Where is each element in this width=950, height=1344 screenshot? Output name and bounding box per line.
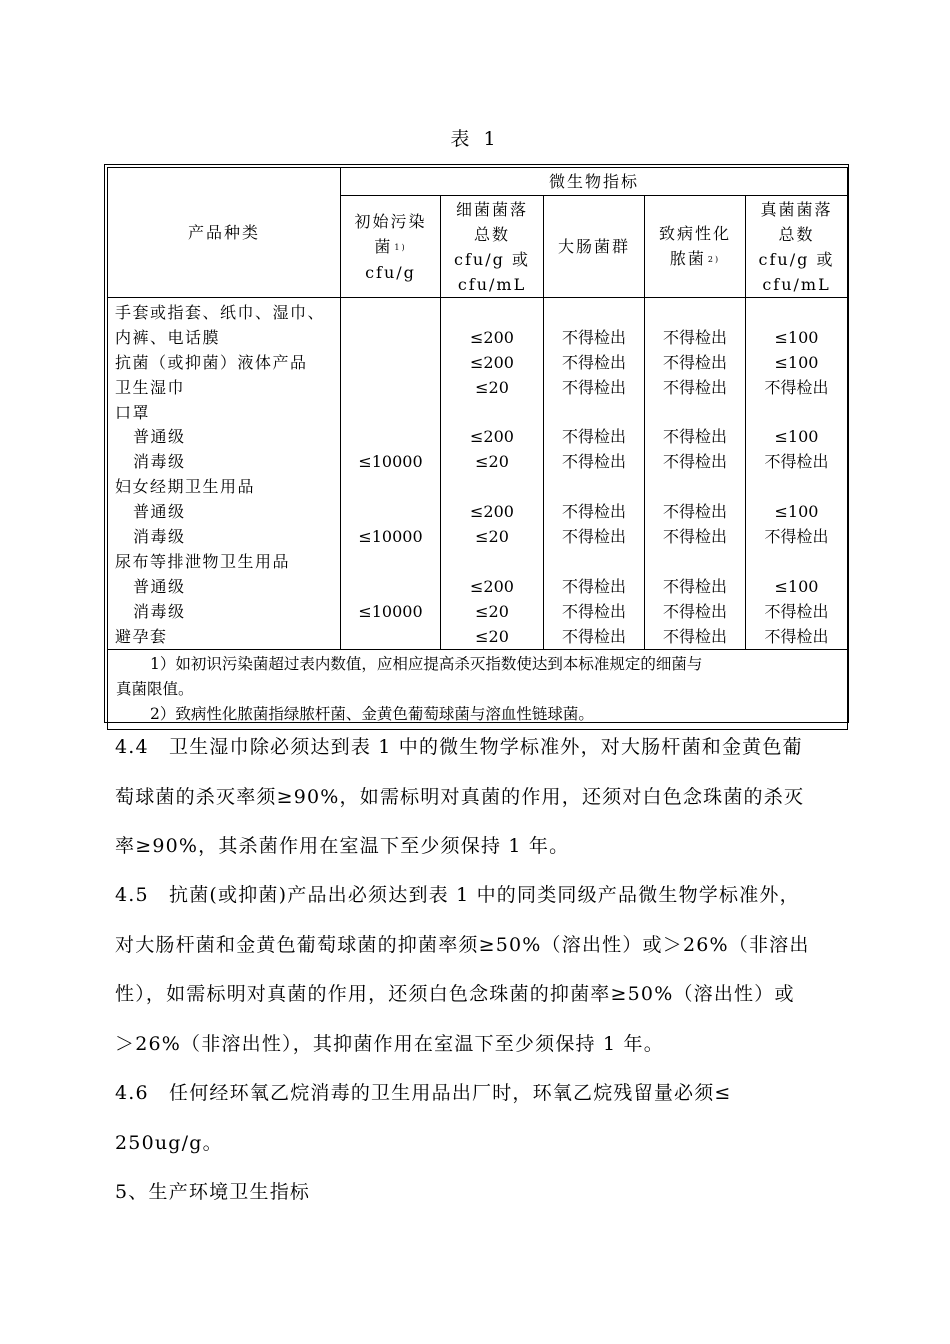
text-line: 4.6 任何经环氧乙烷消毒的卫生用品出厂时，环氧乙烷残留量必须≤ <box>115 1082 732 1104</box>
header-initial-contamination <box>341 196 441 298</box>
cell-value: 不得检出 <box>662 327 727 347</box>
paragraph-4-4 <box>115 723 857 872</box>
product-name: 手套或指套、纸巾、湿巾、 <box>115 303 326 322</box>
cell-value <box>746 475 847 500</box>
cell-value: 不得检出 <box>662 626 727 646</box>
cell-value: 不得检出 <box>561 327 626 347</box>
cell-value <box>341 475 440 500</box>
paragraph-4-6 <box>115 1069 857 1168</box>
cell-value <box>341 550 440 575</box>
initial-contamination-column <box>341 298 441 650</box>
product-name: 内裤、电话膜 <box>115 327 221 347</box>
cell-value <box>341 500 440 525</box>
cell-value <box>746 401 847 426</box>
header-line: cfu/mL <box>762 274 831 294</box>
table-body-row <box>108 298 848 650</box>
header-line: cfu/g 或 <box>454 249 530 269</box>
cell-value <box>645 401 745 426</box>
text-line: 250ug/g。 <box>115 1131 223 1154</box>
cell-value: ≤100 <box>774 352 819 372</box>
cell-value <box>544 401 644 426</box>
text-line: 率≥90%，其杀菌作用在室温下至少须保持 1 年。 <box>115 835 570 857</box>
microbial-index-table <box>107 167 848 730</box>
cell-value <box>544 301 644 326</box>
cell-value: 不得检出 <box>764 377 829 397</box>
cell-value: 不得检出 <box>764 452 829 472</box>
table-notes <box>108 650 848 730</box>
header-line: cfu/g 或 <box>758 249 835 269</box>
cell-value <box>746 550 847 575</box>
cell-value: 不得检出 <box>662 527 727 547</box>
header-bacteria-count <box>441 196 544 298</box>
note-1-continued: 真菌限值。 <box>116 680 194 699</box>
cell-value <box>544 550 644 575</box>
text-line: 萄球菌的杀灭率须≥90%，如需标明对真菌的作用，还须对白色念珠菌的杀灭 <box>115 785 805 808</box>
bacteria-count-column <box>441 298 544 650</box>
cell-value: 不得检出 <box>561 352 626 372</box>
fungi-count-column <box>746 298 848 650</box>
product-names-column <box>108 298 341 650</box>
product-name: 消毒级 <box>133 452 186 472</box>
header-line: 总数 <box>778 224 815 244</box>
footnote-marker: 2) <box>707 255 721 264</box>
cell-value: ≤200 <box>470 427 514 447</box>
cell-value <box>341 575 440 600</box>
text-line: 4.4 卫生湿巾除必须达到表 1 中的微生物学标准外，对大肠杆菌和金黄色葡 <box>115 736 803 758</box>
header-line: 细菌菌落 <box>455 199 528 219</box>
cell-value <box>341 376 440 401</box>
text-line: 性），如需标明对真菌的作用，还须白色念珠菌的抑菌率≥50%（溶出性）或 <box>115 983 795 1005</box>
cell-value <box>341 351 440 376</box>
cell-value: ≤100 <box>774 427 819 447</box>
footnote-marker: 1) <box>394 242 407 252</box>
cell-value: ≤20 <box>475 601 509 621</box>
cell-value: 不得检出 <box>662 352 727 372</box>
cell-value: ≤200 <box>470 327 514 347</box>
header-coliform <box>544 196 645 298</box>
cell-value: ≤200 <box>470 576 514 596</box>
cell-value: 不得检出 <box>662 502 727 522</box>
cell-value: ≤200 <box>470 502 514 522</box>
text-line: 对大肠杆菌和金黄色葡萄球菌的抑菌率须≥50%（溶出性）或＞26%（非溶出 <box>115 933 810 956</box>
header-line: 脓菌 $^{2)}$ <box>669 249 721 268</box>
text-line: 5、生产环境卫生指标 <box>115 1181 311 1203</box>
section-5-heading <box>115 1168 857 1218</box>
product-name: 妇女经期卫生用品 <box>115 477 256 497</box>
product-name: 抗菌（或抑菌）液体产品 <box>115 352 308 372</box>
cell-value <box>441 401 543 426</box>
cell-value <box>341 401 440 426</box>
header-line: cfu/mL <box>457 274 527 294</box>
pathogenic-bacteria-column <box>645 298 746 650</box>
cell-value: ≤10000 <box>358 527 423 547</box>
cell-value: 不得检出 <box>561 502 626 522</box>
header-line: 大肠菌群 <box>557 237 630 256</box>
table-caption: 表 1 <box>450 128 500 150</box>
cell-value: ≤20 <box>475 527 509 547</box>
cell-value: 不得检出 <box>662 452 727 472</box>
cell-value: 不得检出 <box>764 527 829 547</box>
cell-value: ≤10000 <box>358 601 423 621</box>
header-pathogenic-bacteria <box>645 196 746 298</box>
product-name: 卫生湿巾 <box>115 377 186 397</box>
cell-value: 不得检出 <box>561 377 626 397</box>
text-line: 4.5 抗菌(或抑菌)产品出必须达到表 1 中的同类同级产品微生物学标准外， <box>115 884 800 906</box>
cell-value <box>645 475 745 500</box>
product-name: 避孕套 <box>115 626 168 646</box>
cell-value: 不得检出 <box>662 576 727 596</box>
header-line: 致病性化 <box>658 224 731 243</box>
header-product-type: 产品种类 <box>108 168 341 298</box>
cell-value: ≤20 <box>475 452 509 472</box>
product-name: 普通级 <box>133 502 186 522</box>
product-name: 普通级 <box>133 427 186 447</box>
product-name: 口罩 <box>115 402 151 422</box>
cell-value <box>746 301 847 326</box>
cell-value: 不得检出 <box>561 527 626 547</box>
cell-value <box>441 475 543 500</box>
note-1: 1）如初识污染菌超过表内数值，应相应提高杀灭指数使达到本标准规定的细菌与 <box>150 655 703 674</box>
cell-value <box>645 550 745 575</box>
cell-value: 不得检出 <box>662 377 727 397</box>
cell-value: 不得检出 <box>561 601 626 621</box>
header-line: 总数 <box>473 224 510 244</box>
cell-value: 不得检出 <box>662 427 727 447</box>
cell-value: ≤100 <box>774 327 819 347</box>
cell-value: ≤20 <box>475 626 509 646</box>
product-name: 消毒级 <box>133 527 186 547</box>
header-microbial-index: 微生物指标 <box>341 168 848 196</box>
product-name: 尿布等排泄物卫生用品 <box>115 551 291 571</box>
cell-value: 不得检出 <box>764 601 829 621</box>
cell-value: 不得检出 <box>561 427 626 447</box>
cell-value: ≤100 <box>774 502 819 522</box>
coliform-column <box>544 298 645 650</box>
product-name: 消毒级 <box>133 601 186 621</box>
cell-value: 不得检出 <box>662 601 727 621</box>
note-2: 2）致病性化脓菌指绿脓杆菌、金黄色葡萄球菌与溶血性链球菌。 <box>150 705 594 724</box>
cell-value <box>341 625 440 650</box>
header-line: 初始污染 <box>354 211 427 231</box>
cell-value: ≤20 <box>475 377 509 397</box>
cell-value <box>341 425 440 450</box>
cell-value <box>645 301 745 326</box>
cell-value: 不得检出 <box>561 626 626 646</box>
header-line: 菌 $^{1)}$ <box>374 236 407 256</box>
paragraph-4-5 <box>115 871 857 1069</box>
cell-value: ≤10000 <box>358 452 423 472</box>
cell-value: 不得检出 <box>764 626 829 646</box>
cell-value <box>441 301 543 326</box>
cell-value <box>544 475 644 500</box>
header-fungi-count <box>746 196 848 298</box>
header-line: 真菌菌落 <box>760 199 833 219</box>
product-name: 普通级 <box>133 576 186 596</box>
cell-value: 不得检出 <box>561 576 626 596</box>
text-line: ＞26%（非溶出性），其抑菌作用在室温下至少须保持 1 年。 <box>115 1032 664 1055</box>
cell-value: 不得检出 <box>561 452 626 472</box>
header-line: cfu/g <box>365 262 416 282</box>
cell-value <box>341 326 440 351</box>
cell-value: ≤100 <box>774 576 819 596</box>
cell-value <box>441 550 543 575</box>
cell-value: ≤200 <box>470 352 514 372</box>
cell-value <box>341 301 440 326</box>
